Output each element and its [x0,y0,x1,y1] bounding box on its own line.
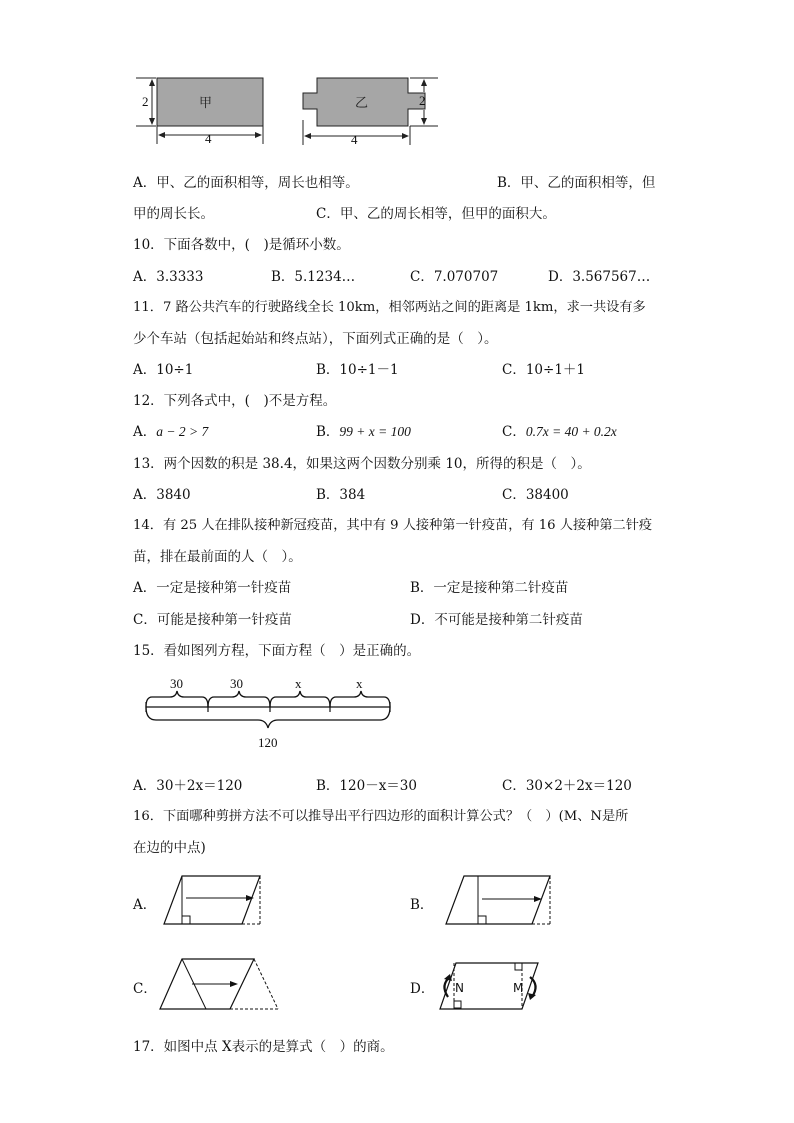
q16-option-d-letter: D． [410,981,435,997]
q9-option-a: A．甲、乙的面积相等，周长也相等。 [133,175,359,191]
q12-stem: 12．下列各式中，( )不是方程。 [133,393,337,409]
q12-option-c [502,420,617,440]
brace-3 [270,691,330,707]
q14-stem-line2: 苗，排在最前面的人（ ）。 [133,549,302,565]
q12-option-b-formula: 99 + x = 100 [339,424,411,439]
q11-stem-line1: 11．7 路公共汽车的行驶路线全长 10km，相邻两站之间的距离是 1km，求一共设有多 [133,300,646,315]
q12-option-a [133,420,208,440]
q16-figure-d [436,957,556,1017]
yi-height-label: 2 [419,93,426,108]
brace-4 [330,691,390,707]
q10-option-a: A．3.3333 [133,269,204,285]
brace-2 [208,691,270,707]
brace-1 [146,691,208,707]
q13-option-c: C．38400 [502,487,569,503]
q16-figure-b [442,874,562,929]
q16-figure-a [160,874,270,929]
q10-option-b: B．5.1234… [271,269,356,285]
q11-option-a: A．10÷1 [133,362,194,378]
seg-label-2: 30 [230,676,243,691]
q12-option-a-letter: A． [133,424,157,440]
q9-option-b-cont: 甲的周长长。 [133,206,214,222]
rect-jia-label: 甲 [199,96,213,111]
shape-yi-label: 乙 [355,96,369,111]
q9-option-c: C．甲、乙的周长相等，但甲的面积大。 [316,206,556,222]
q15-segment-diagram [140,676,420,756]
q16-stem-line1: 16．下面哪种剪拼方法不可以推导出平行四边形的面积计算公式？（ ）(M、N是所 [133,809,629,824]
seg-total-label: 120 [258,735,278,750]
yi-width-label: 4 [351,132,358,147]
jia-width-label: 4 [205,131,212,146]
q16-option-c-letter: C． [133,981,157,997]
q15-option-a: A．30＋2x＝120 [133,778,243,794]
q14-stem-line1: 14．有 25 人在排队接种新冠疫苗，其中有 9 人接种第一针疫苗，有 16 人接种第二针疫 [133,518,653,533]
seg-label-4: x [356,676,363,691]
q10-stem: 10．下面各数中，( )是循环小数。 [133,237,350,253]
q17-stem: 17．如图中点 X表示的是算式（ ）的商。 [133,1039,394,1055]
q11-stem-line2: 少个车站（包括起始站和终点站），下面列式正确的是（ ）。 [133,331,498,347]
q10-option-d: D．3.567567… [548,269,651,285]
q16-figure-c [158,957,298,1012]
q12-option-b-letter: B． [316,424,340,440]
point-m-label: M [513,981,524,995]
jia-height-label: 2 [142,94,149,109]
q16-option-a-letter: A． [133,897,157,913]
q9-option-b: B．甲、乙的面积相等，但 [497,175,656,191]
q13-option-b: B．384 [316,487,366,503]
q14-option-a: A．一定是接种第一针疫苗 [133,580,292,596]
q15-option-c: C．30×2＋2x＝120 [502,778,632,794]
q15-option-b: B．120－x＝30 [316,778,417,794]
q14-option-c: C．可能是接种第一针疫苗 [133,612,292,628]
q11-option-b: B．10÷1－1 [316,362,399,378]
seg-label-3: x [295,676,302,691]
total-brace [146,707,390,728]
seg-label-1: 30 [170,676,183,691]
q12-option-b [316,420,411,440]
q16-option-b-letter: B． [410,897,434,913]
q13-stem: 13．两个因数的积是 38.4，如果这两个因数分别乘 10，所得的积是（ ）。 [133,456,591,472]
q9-figure [0,0,794,160]
q12-option-a-formula: a − 2 > 7 [156,424,209,439]
q16-stem-line2: 在边的中点) [133,840,206,856]
q13-option-a: A．3840 [133,487,191,503]
q12-option-c-formula: 0.7x = 40 + 0.2x [525,424,617,439]
q14-option-b: B．一定是接种第二针疫苗 [410,580,569,596]
q14-option-d: D．不可能是接种第二针疫苗 [410,612,583,628]
point-n-label: N [455,981,464,995]
q12-option-c-letter: C． [502,424,526,440]
q15-stem: 15．看如图列方程，下面方程（ ）是正确的。 [133,643,421,659]
q11-option-c: C．10÷1＋1 [502,362,585,378]
q10-option-c: C．7.070707 [410,269,499,285]
